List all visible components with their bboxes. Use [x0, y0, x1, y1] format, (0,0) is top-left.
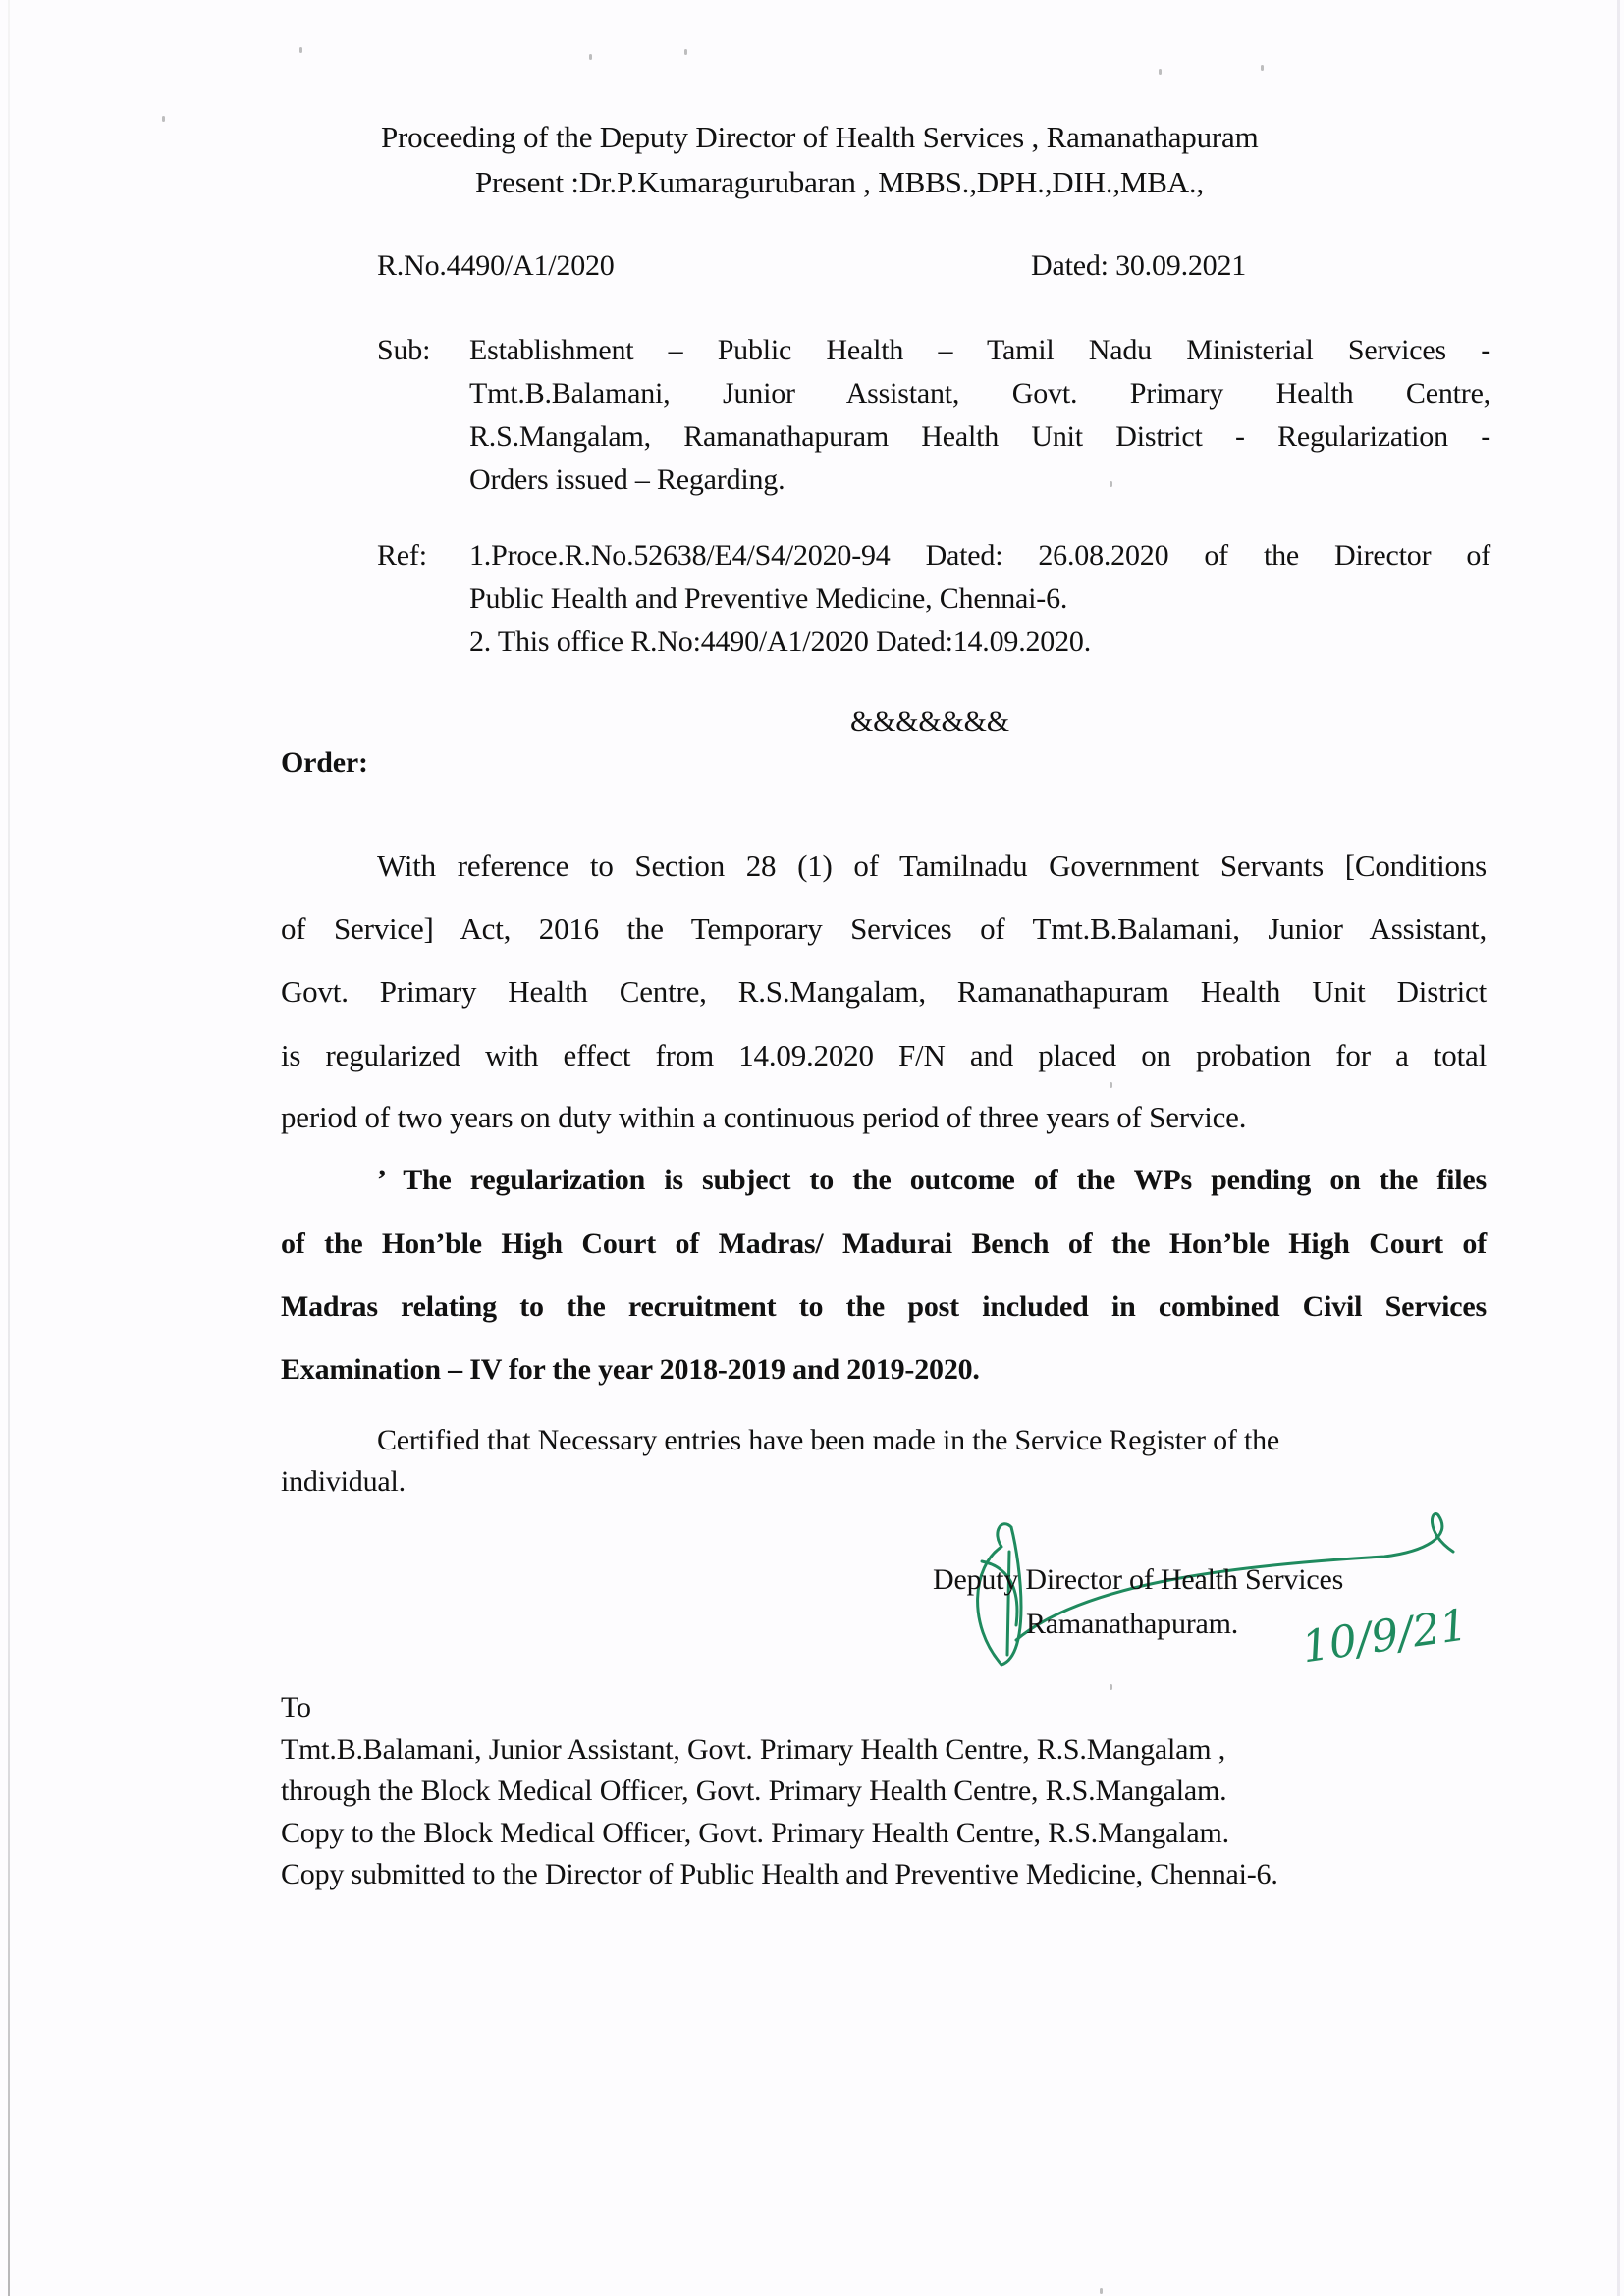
- reference-line: 1.Proce.R.No.52638/E4/S4/2020-94 Dated: 26.08.2020 of the Director of: [469, 539, 1490, 572]
- court-condition-line: ’ The regularization is subject to the outcome of the WPs pending on the files: [377, 1164, 1487, 1196]
- to-label: To: [281, 1691, 311, 1723]
- order-paragraph-line: Govt. Primary Health Centre, R.S.Mangalam, Ramanathapuram Health Unit District: [281, 974, 1487, 1009]
- scan-speck: [162, 116, 165, 122]
- subject-line: Establishment – Public Health – Tamil Nadu Ministerial Services -: [469, 334, 1490, 366]
- scan-speck: [589, 54, 592, 60]
- distribution-line: Copy to the Block Medical Officer, Govt. Primary Health Centre, R.S.Mangalam.: [281, 1817, 1229, 1849]
- references-label: Ref:: [377, 539, 427, 572]
- scan-speck: [299, 47, 302, 53]
- subject-line: Orders issued – Regarding.: [469, 464, 785, 496]
- order-paragraph-line: With reference to Section 28 (1) of Tamilnadu Government Servants [Conditions: [377, 848, 1487, 883]
- scan-speck: [1110, 1684, 1112, 1690]
- reference-line: Public Health and Preventive Medicine, Chennai-6.: [469, 582, 1068, 615]
- court-condition-line: of the Hon’ble High Court of Madras/ Madurai Bench of the Hon’ble High Court of: [281, 1228, 1487, 1260]
- subject-label: Sub:: [377, 334, 431, 366]
- scan-speck: [1100, 2288, 1103, 2294]
- handwritten-date: 10/9/21: [1298, 1600, 1471, 1673]
- scan-edge-right: [1617, 0, 1620, 2296]
- distribution-line: Tmt.B.Balamani, Junior Assistant, Govt. Primary Health Centre, R.S.Mangalam ,: [281, 1733, 1225, 1766]
- order-date: Dated: 30.09.2021: [1031, 249, 1247, 282]
- subject-line: Tmt.B.Balamani, Junior Assistant, Govt. Primary Health Centre,: [469, 377, 1490, 410]
- scan-speck: [1110, 1082, 1112, 1088]
- scan-speck: [1261, 65, 1264, 71]
- signatory-place: Ramanathapuram.: [1026, 1608, 1239, 1640]
- header-present-officer: Present :Dr.P.Kumaragurubaran , MBBS.,DPH.,DIH.,MBA.,: [475, 165, 1204, 199]
- header-title: Proceeding of the Deputy Director of Health Services , Ramanathapuram: [381, 120, 1259, 154]
- order-paragraph-line: period of two years on duty within a continuous period of three years of Service.: [281, 1100, 1247, 1134]
- section-separator: &&&&&&&: [850, 705, 1009, 738]
- certification-line: Certified that Necessary entries have been made in the Service Register of the: [377, 1424, 1280, 1456]
- order-paragraph-line: of Service] Act, 2016 the Temporary Services of Tmt.B.Balamani, Junior Assistant,: [281, 911, 1487, 946]
- scan-speck: [1159, 69, 1162, 75]
- subject-line: R.S.Mangalam, Ramanathapuram Health Unit District - Regularization -: [469, 420, 1490, 453]
- distribution-line: Copy submitted to the Director of Public Health and Preventive Medicine, Chennai-6.: [281, 1858, 1278, 1890]
- scan-speck: [684, 49, 687, 55]
- scan-edge-left: [8, 0, 10, 2296]
- reference-line: 2. This office R.No:4490/A1/2020 Dated:14.09.2020.: [469, 626, 1092, 658]
- certification-line: individual.: [281, 1465, 406, 1498]
- order-paragraph-line: is regularized with effect from 14.09.2020 F/N and placed on probation for a total: [281, 1038, 1487, 1072]
- reference-number: R.No.4490/A1/2020: [377, 249, 615, 282]
- court-condition-line: Madras relating to the recruitment to the post included in combined Civil Services: [281, 1290, 1487, 1323]
- court-condition-line: Examination – IV for the year 2018-2019 and 2019-2020.: [281, 1353, 980, 1386]
- distribution-line: through the Block Medical Officer, Govt. Primary Health Centre, R.S.Mangalam.: [281, 1775, 1227, 1807]
- signatory-title: Deputy Director of Health Services: [933, 1563, 1344, 1596]
- order-label: Order:: [281, 746, 368, 779]
